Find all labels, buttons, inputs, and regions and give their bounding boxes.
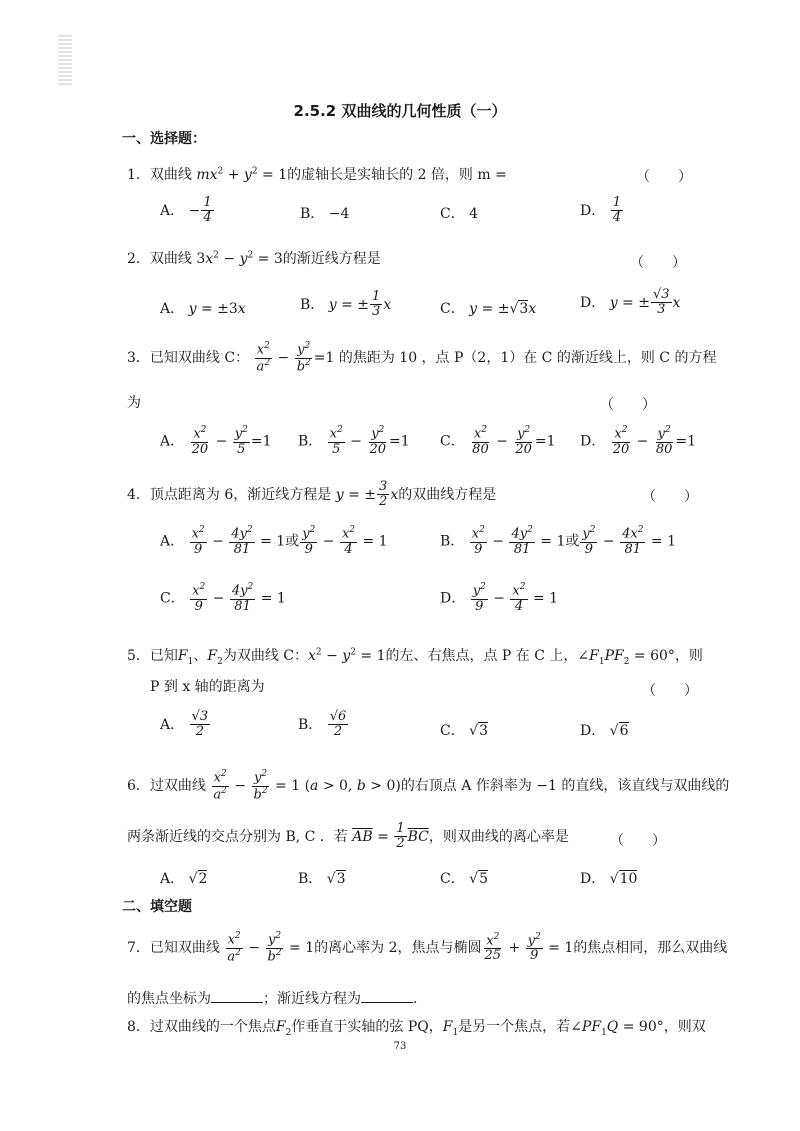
question-1: 1．双曲线 $mx^2 + y^2 = 1$的虚轴长是实轴长的 2 倍，则 m = <box>127 166 507 183</box>
option-a: A． y = ±3x <box>160 301 246 317</box>
option-c: C． y = ±√3x <box>440 301 537 317</box>
answer-paren: （ ） <box>642 683 698 699</box>
question-6: 6．过双曲线 $\frac{x^2}{a^2}$ − $\frac{y^2}{b^2}$ = 1 (a > 0, b > 0)的右顶点 A 作斜率为 −1 的直线，该直线与双曲线的 <box>127 769 730 802</box>
option-b: B． √3 <box>298 871 346 887</box>
option-b: B． −4 <box>300 206 350 222</box>
section-choice: 一、选择题： <box>122 131 206 147</box>
page-number: 73 <box>393 1041 407 1052</box>
option-a: A． $\frac{x^2}{20}$ − $\frac{y^2}{5}$ =1 <box>160 425 272 457</box>
option-c: C． √5 <box>440 871 489 887</box>
question-8: 8．过双曲线的一个焦点$F_2$作垂直于实轴的弦 PQ，$F_1$是另一个焦点，若$\angle PF_1Q = 90^\circ$，则双 <box>127 1019 706 1038</box>
option-d: D． y = ± $\frac{√3}{3}$ x <box>580 287 681 318</box>
option-d: D． $\frac{x^2}{20}$ − $\frac{y^2}{80}$ =1 <box>580 425 697 457</box>
option-a: A． √2 <box>160 871 208 887</box>
question-7: 7．已知双曲线 $\frac{x^2}{a^2}$ − $\frac{y^2}{b^2}$ = 1的离心率为 2，焦点与椭圆 $\frac{x^2}{25}$ + $\frac{y^2}{9}$ = 1的焦点相同，那么双曲线 <box>127 931 728 964</box>
option-a: A． − $\frac{1}{4}$ <box>160 195 212 226</box>
question-3: 3．已知双曲线 C： $\frac{x^2}{a^2}$ − $\frac{y^2}{b^2}$ =1 的焦距为 10 ，点 P（2，1）在 C 的渐近线上，则 C 的方程 <box>127 341 717 374</box>
answer-paren: （ ） <box>600 397 656 413</box>
option-d: D． $\frac{y^2}{9}$ − $\frac{x^2}{4}$ = 1 <box>440 582 559 614</box>
page-title: 2.5.2 双曲线的几何性质（一） <box>293 102 507 120</box>
question-5-line-2: P 到 x 轴的距离为 <box>150 679 265 695</box>
option-c: C． $\frac{x^2}{80}$ − $\frac{y^2}{20}$ =1 <box>440 425 556 457</box>
option-c: C． 4 <box>440 206 479 222</box>
option-d: D． √10 <box>580 871 638 887</box>
question-5: 5．已知$F_1$、$F_2$为双曲线 C：$x^2 - y^2 = 1$的左、右焦点，点 P 在 C 上，$\angle F_1PF_2 = 60^\circ$，则 <box>127 647 703 667</box>
question-4: 4．顶点距离为 6，渐近线方程是 y = ± $\frac{3}{2}$ x的双曲线方程是 <box>127 479 497 510</box>
option-d: D． $\frac{1}{4}$ <box>580 195 621 226</box>
question-7-line-2: 的焦点坐标为 ；渐近线方程为 . <box>127 991 418 1007</box>
section-fill: 二、填空题 <box>122 899 192 915</box>
option-b: B． $\frac{√6}{2}$ <box>298 709 347 740</box>
answer-blank[interactable] <box>211 1002 263 1003</box>
answer-paren: （ ） <box>630 255 686 271</box>
scan-artifact <box>58 35 72 85</box>
option-b: B． $\frac{x^2}{5}$ − $\frac{y^2}{20}$ =1 <box>298 425 410 457</box>
option-a: A． $\frac{√3}{2}$ <box>160 709 209 740</box>
option-c: C． $\frac{x^2}{9}$ − $\frac{4y^2}{81}$ = 1 <box>160 582 286 614</box>
question-6-line-2: 两条渐近线的交点分别为 B, C ．若 $\overline{AB}$ = $\frac{1}{2}$ $\overline{BC}$，则双曲线的离心率是 <box>127 821 569 852</box>
answer-paren: （ ） <box>642 489 698 505</box>
answer-blank[interactable] <box>361 1002 413 1003</box>
answer-paren: （ ） <box>610 833 666 849</box>
option-a: A． $\frac{x^2}{9}$ − $\frac{4y^2}{81}$ = 1或 $\frac{y^2}{9}$ − $\frac{x^2}{4}$ = 1 <box>160 525 388 557</box>
question-3-line-2: 为 <box>127 395 141 411</box>
option-d: D． √6 <box>580 723 629 739</box>
option-b: B． y = ± $\frac{1}{3}$ x <box>300 289 392 320</box>
option-b: B． $\frac{x^2}{9}$ − $\frac{4y^2}{81}$ = 1或 $\frac{y^2}{9}$ − $\frac{4x^2}{81}$ = 1 <box>440 525 676 557</box>
option-c: C． √3 <box>440 723 489 739</box>
question-2: 2．双曲线 $3x^2 - y^2 = 3$的渐近线方程是 <box>127 250 381 267</box>
answer-paren: （ ） <box>636 169 692 185</box>
